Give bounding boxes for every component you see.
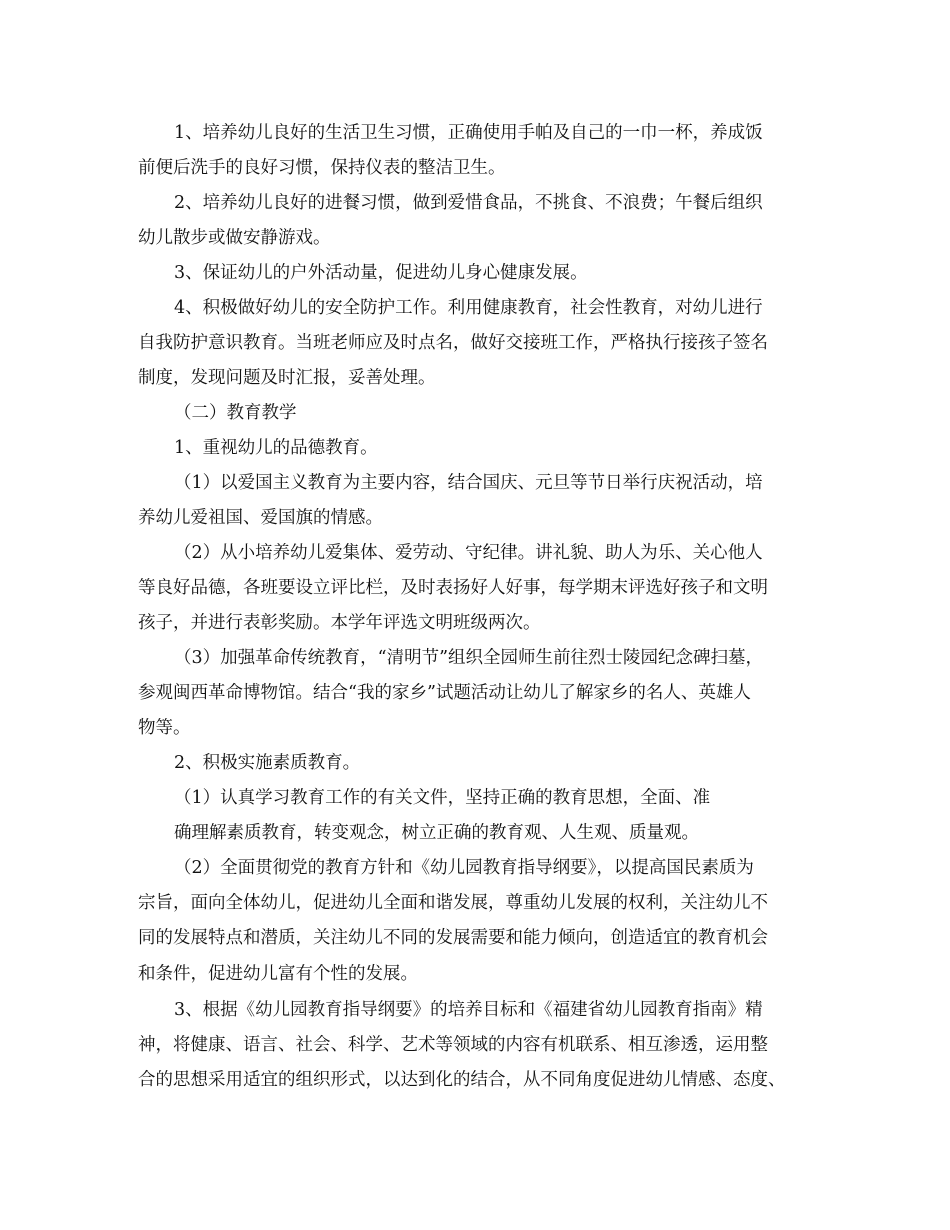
paragraph <box>138 641 763 747</box>
text-line: 制度，发现问题及时汇报，妥善处理。 <box>138 368 436 389</box>
text-line: 自我防护意识教育。当班老师应及时点名，做好交接班工作，严格执行接孩子签名 <box>138 333 768 354</box>
text-line: （2）从小培养幼儿爱集体、爱劳动、守纪律。讲礼貌、助人为乐、关心他人 <box>174 543 763 563</box>
text-line: 4、积极做好幼儿的安全防护工作。利用健康教育，社会性教育，对幼儿进行 <box>174 298 763 318</box>
text-line: （二）教育教学 <box>174 403 297 423</box>
paragraph <box>138 396 297 431</box>
text-line: 同的发展特点和潜质，关注幼儿不同的发展需要和能力倾向，创造适宜的教育机会 <box>138 928 768 949</box>
text-line: 1、培养幼儿良好的生活卫生习惯，正确使用手帕及自己的一巾一杯，养成饭 <box>174 123 763 143</box>
text-line: 物等。 <box>138 718 191 739</box>
paragraph <box>138 746 360 781</box>
text-line: 2、培养幼儿良好的进餐习惯，做到爱惜食品，不挑食、不浪费；午餐后组织 <box>174 193 763 213</box>
text-line: 孩子，并进行表彰奖励。本学年评选文明班级两次。 <box>138 613 541 634</box>
text-line: （1）认真学习教育工作的有关文件，坚持正确的教育思想，全面、准 <box>174 788 711 808</box>
text-line: 参观闽西革命博物馆。结合“我的家乡”试题活动让幼儿了解家乡的名人、英雄人 <box>138 683 751 704</box>
text-line: 前便后洗手的良好习惯，保持仪表的整洁卫生。 <box>138 158 506 179</box>
text-line: 2、积极实施素质教育。 <box>174 753 361 773</box>
text-line: 合的思想采用适宜的组织形式，以达到化的结合，从不同角度促进幼儿情感、态度、 <box>138 1070 786 1091</box>
paragraph <box>138 186 763 256</box>
paragraph <box>138 291 768 397</box>
paragraph <box>138 466 763 536</box>
text-line: 1、重视幼儿的品德教育。 <box>174 438 378 458</box>
paragraph <box>138 993 786 1099</box>
text-line: （1）以爱国主义教育为主要内容，结合国庆、元旦等节日举行庆祝活动，培 <box>174 473 763 493</box>
text-line: 确理解素质教育，转变观念，树立正确的教育观、人生观、质量观。 <box>174 823 699 844</box>
text-line: 3、保证幼儿的户外活动量，促进幼儿身心健康发展。 <box>174 263 588 283</box>
paragraph <box>138 116 763 186</box>
text-line: 等良好品德，各班要设立评比栏，及时表扬好人好事，每学期末评选好孩子和文明 <box>138 578 768 599</box>
text-line: 和条件，促进幼儿富有个性的发展。 <box>138 963 418 984</box>
text-line: 养幼儿爱祖国、爱国旗的情感。 <box>138 508 383 529</box>
paragraph <box>138 781 710 851</box>
text-line: （2）全面贯彻党的教育方针和《幼儿园教育指导纲要》，以提高国民素质为 <box>174 858 754 878</box>
text-line: 幼儿散步或做安静游戏。 <box>138 228 331 249</box>
paragraph <box>138 256 588 291</box>
paragraph <box>138 536 768 642</box>
text-line: 神，将健康、语言、社会、科学、艺术等领域的内容有机联系、相互渗透，运用整 <box>138 1035 768 1056</box>
text-line: 宗旨，面向全体幼儿，促进幼儿全面和谐发展，尊重幼儿发展的权利，关注幼儿不 <box>138 893 768 914</box>
paragraph <box>138 431 378 466</box>
text-line: 3、根据《幼儿园教育指导纲要》的培养目标和《福建省幼儿园教育指南》精 <box>174 1000 763 1020</box>
text-line: （3）加强革命传统教育，“清明节”组织全园师生前往烈士陵园纪念碑扫墓， <box>174 648 764 668</box>
paragraph <box>138 851 768 992</box>
